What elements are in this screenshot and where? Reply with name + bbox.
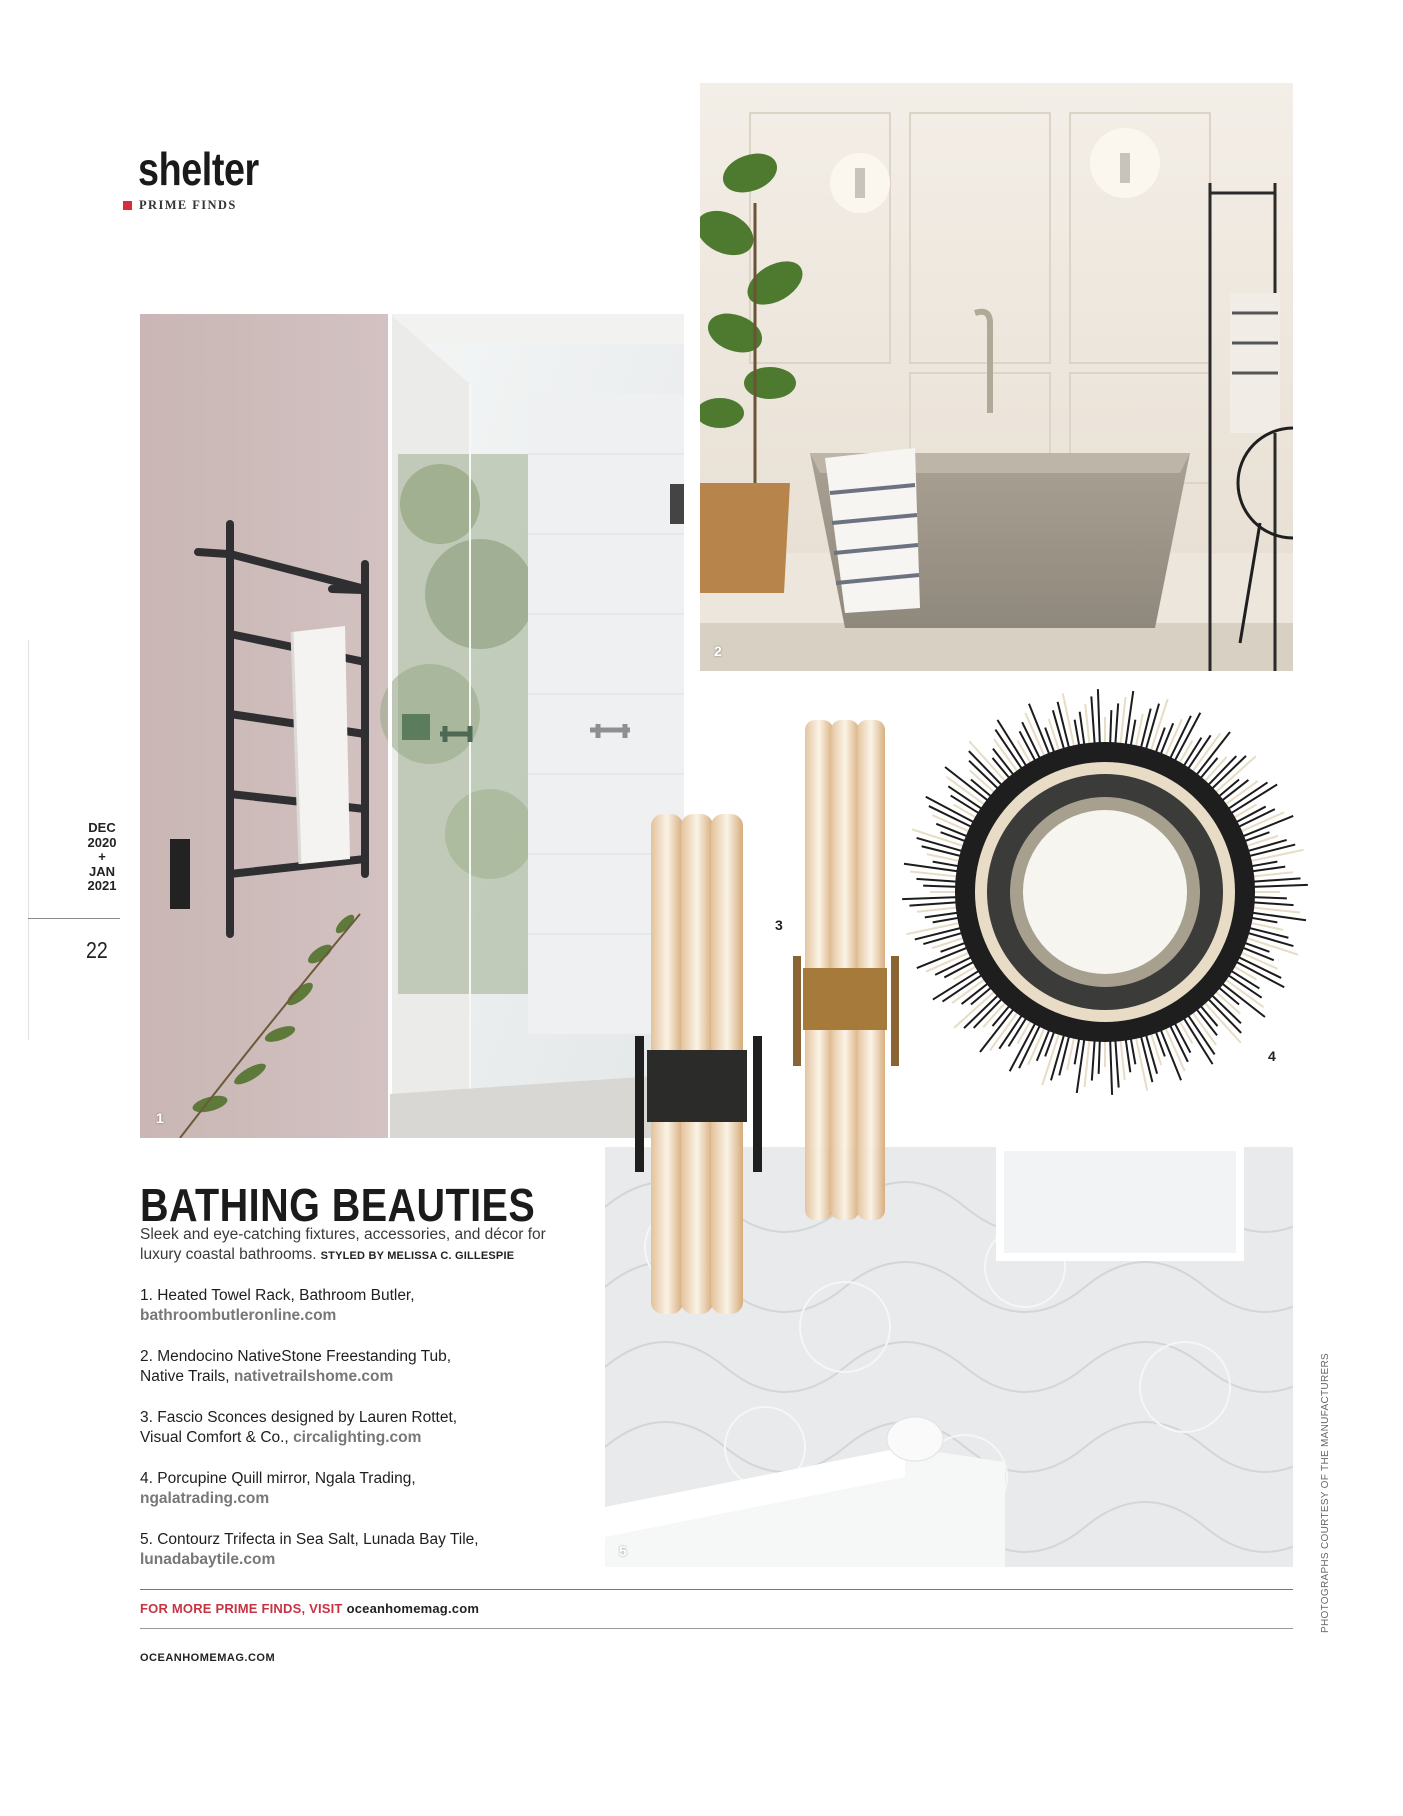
intro-text: Sleek and eye-catching fixtures, accessories, and décor for luxury coastal bathrooms. [140, 1226, 546, 1263]
credit-item [140, 1530, 580, 1570]
footer-site: OCEANHOMEMAG.COM [140, 1652, 276, 1664]
issue-date-line: 2021 [87, 878, 117, 893]
issue-date-line: DEC [88, 820, 116, 835]
credit-url[interactable]: bathroombutleronline.com [140, 1307, 337, 1324]
credit-item [140, 1286, 580, 1326]
credit-url[interactable]: circalighting.com [293, 1429, 422, 1446]
headline: BATHING BEAUTIES [140, 1179, 536, 1231]
photo-number: 2 [714, 643, 722, 659]
subsection-label [123, 198, 237, 213]
credit-item [140, 1408, 580, 1448]
section-title: shelter [138, 143, 259, 195]
red-square-icon [123, 201, 132, 210]
photo-towel-rack [140, 314, 684, 1138]
credit-title: 4. Porcupine Quill mirror, Ngala Trading, [140, 1470, 416, 1487]
more-url[interactable]: oceanhomemag.com [346, 1601, 480, 1616]
credit-title: 5. Contourz Trifecta in Sea Salt, Lunada Bay Tile, [140, 1531, 479, 1548]
intro [140, 1225, 580, 1266]
photo-number: 1 [156, 1110, 164, 1126]
towel-rack-illustration [140, 314, 684, 1138]
issue-date-line: + [98, 849, 106, 864]
brass-sconce [793, 720, 899, 1220]
folio-divider [28, 918, 120, 919]
photo-number: 3 [775, 917, 783, 933]
credit-url[interactable]: ngalatrading.com [140, 1490, 270, 1507]
photo-stone-tub [700, 83, 1293, 671]
credit-prefix: Native Trails, [140, 1368, 234, 1385]
margin-rule [28, 640, 29, 1040]
credit-title: 1. Heated Towel Rack, Bathroom Butler, [140, 1287, 415, 1304]
bronze-sconce [635, 814, 762, 1314]
photo-number: 5 [619, 1543, 627, 1559]
credit-url[interactable]: nativetrailshome.com [233, 1368, 394, 1385]
credit-title: 2. Mendocino NativeStone Freestanding Tub, [140, 1348, 452, 1365]
photo-credit: PHOTOGRAPHS COURTESY OF THE MANUFACTURERS [1320, 1353, 1331, 1633]
credit-item [140, 1347, 580, 1387]
credit-title: 3. Fascio Sconces designed by Lauren Rottet, [140, 1409, 458, 1426]
page-number: 22 [86, 937, 108, 963]
issue-date-line: 2020 [87, 834, 117, 850]
subsection-text: PRIME FINDS [139, 198, 237, 212]
sconce-product [625, 720, 915, 1320]
styled-by: STYLED BY MELISSA C. GILLESPIE [320, 1250, 515, 1262]
more-prime-finds [140, 1601, 479, 1616]
issue-date-line: JAN [88, 863, 115, 879]
credit-url[interactable]: lunadabaytile.com [140, 1551, 276, 1568]
more-label: FOR MORE PRIME FINDS, VISIT [140, 1601, 343, 1616]
tub-illustration [700, 83, 1293, 671]
credit-item [140, 1469, 580, 1509]
credit-prefix: Visual Comfort & Co., [140, 1429, 294, 1446]
photo-number: 4 [1268, 1048, 1276, 1064]
issue-date [82, 821, 122, 894]
product-credits [140, 1286, 580, 1591]
divider-top [140, 1589, 1293, 1590]
divider-bottom [140, 1628, 1293, 1629]
quill-mirror-product [895, 682, 1315, 1102]
